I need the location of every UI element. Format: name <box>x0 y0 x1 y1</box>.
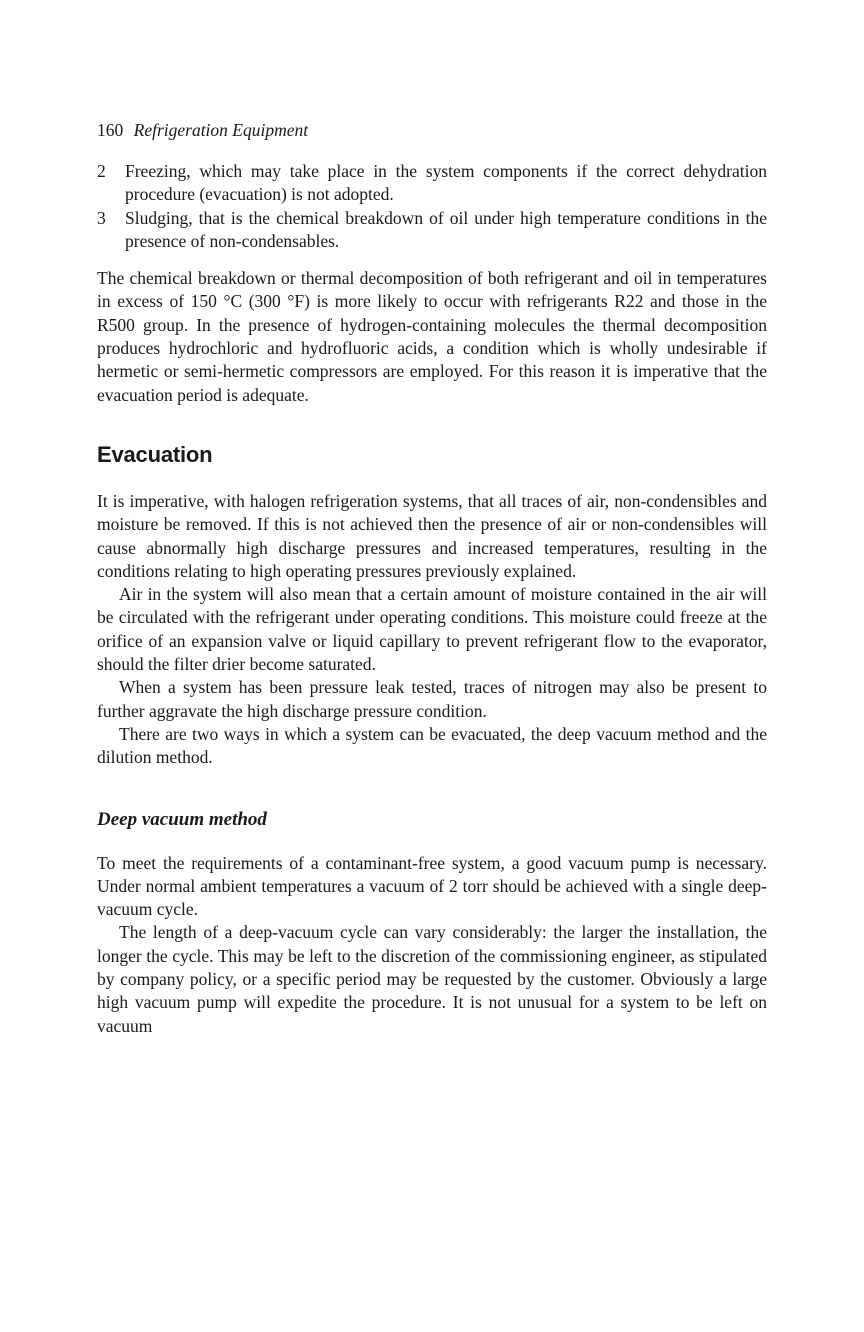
section-heading-evacuation: Evacuation <box>97 441 213 467</box>
book-title: Refrigeration Equipment <box>133 120 309 140</box>
intro-paragraph: The chemical breakdown or thermal decomposition of both refrigerant and oil in temperatures in excess of 150 °C (300 °F) is more likely to occur with refrigerants R22 and those in the R500 group. In the presence of hydrogen-containing molecules the thermal decomposition produces hydrochloric and hydrofluoric acids, a condition which is wholly undesirable if hermetic or semi-hermetic compressors are employed. For this reason it is imperative that the evacuation period is adequate. <box>97 268 767 405</box>
evacuation-paragraph: There are two ways in which a system can be evacuated, the deep vacuum method and the dilution method. <box>97 723 767 768</box>
book-page <box>97 118 767 1038</box>
list-item-text: Sludging, that is the chemical breakdown of oil under high temperature conditions in the presence of non-condensables. <box>125 207 767 251</box>
list-item-number: 3 <box>97 207 106 228</box>
deep-vacuum-paragraph: The length of a deep-vacuum cycle can vary considerably: the larger the installation, the longer the cycle. This may be left to the discretion of the commissioning engineer, as stipulated by company policy, or a specific period may be requested by the customer. Obviously a large high vacuum pump will expedite the procedure. It is not unusual for a system to be left on vacuum <box>97 922 767 1036</box>
page-number: 160 <box>97 120 124 140</box>
list-item <box>97 160 767 207</box>
list-item-text: Freezing, which may take place in the system components if the correct dehydration procedure (evacuation) is not adopted. <box>125 161 767 205</box>
running-head <box>97 118 767 142</box>
deep-vacuum-paragraph: To meet the requirements of a contaminant-free system, a good vacuum pump is necessary. Under normal ambient temperatures a vacuum of 2 torr should be achieved with a single deep-vacuum cycle. <box>97 852 767 920</box>
evacuation-paragraph: It is imperative, with halogen refrigeration systems, that all traces of air, non-condensibles and moisture be removed. If this is not achieved then the presence of air or non-condensibles will cause abnormally high discharge pressures and increased temperatures, resulting in the conditions relating to high operating pressures previously explained. <box>97 490 767 581</box>
evacuation-paragraph: When a system has been pressure leak tested, traces of nitrogen may also be present to further aggravate the high discharge pressure condition. <box>97 677 767 721</box>
list-item <box>97 207 767 254</box>
numbered-list <box>97 160 767 253</box>
subsection-heading-deep-vacuum: Deep vacuum method <box>97 808 267 830</box>
list-item-number: 2 <box>97 161 106 181</box>
evacuation-paragraph: Air in the system will also mean that a certain amount of moisture contained in the air will be circulated with the refrigerant under operating conditions. This moisture could freeze at the orifice of an expansion valve or liquid capillary to prevent refrigerant flow to the evaporator, should the filter drier become saturated. <box>97 584 767 675</box>
